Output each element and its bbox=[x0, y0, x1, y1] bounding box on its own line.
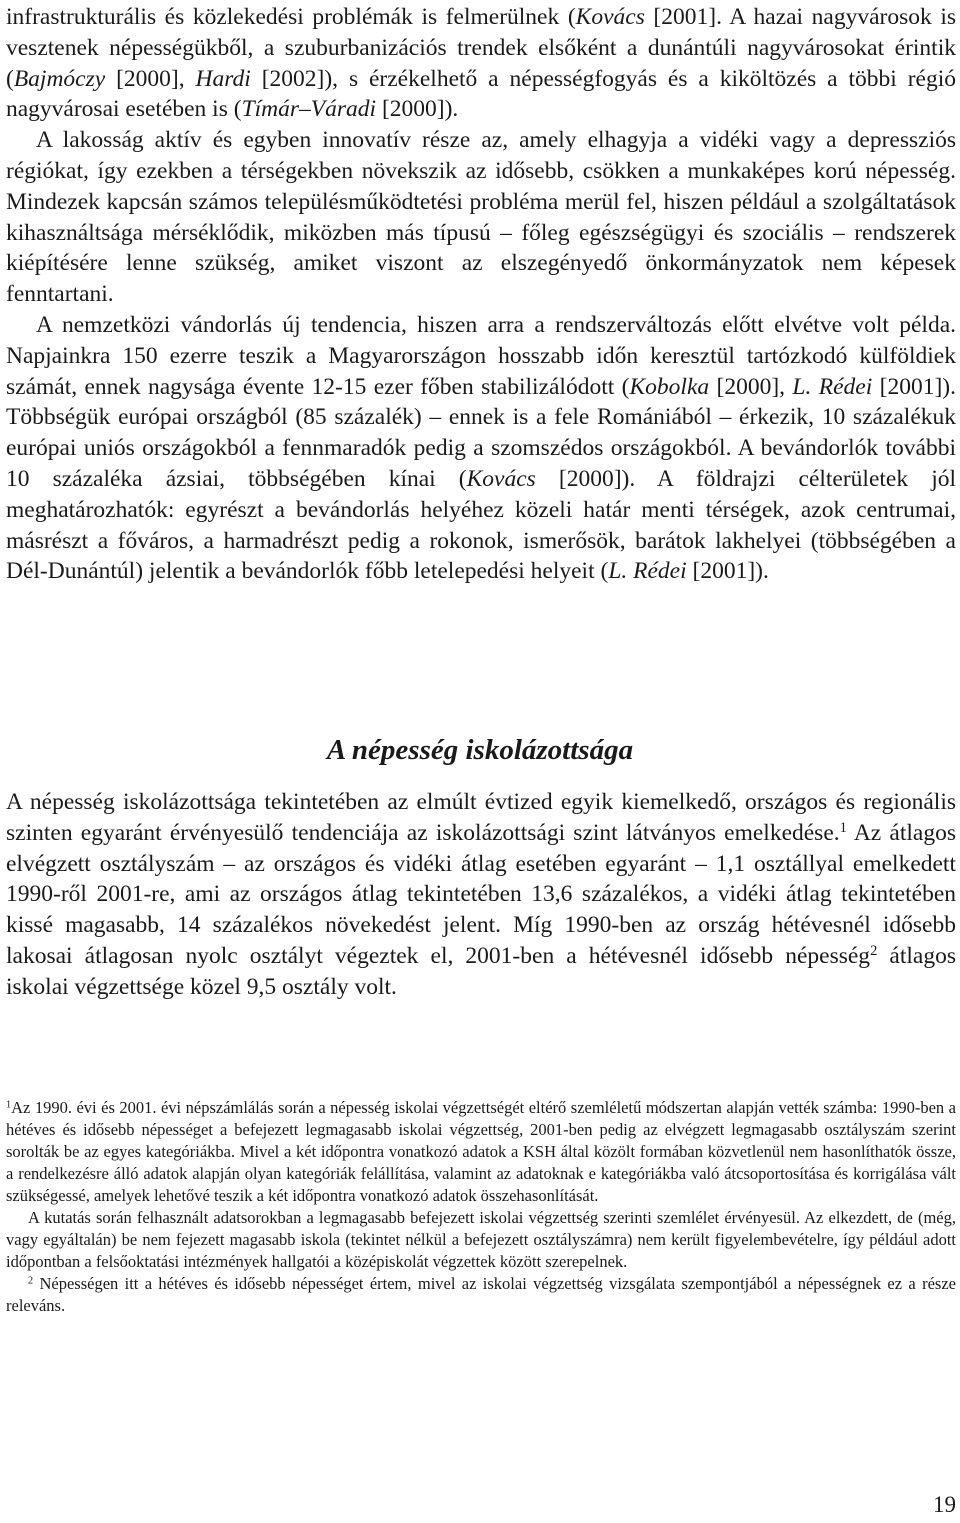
text-span: [2000], bbox=[105, 65, 196, 92]
author-citation: Bajmóczy bbox=[13, 65, 106, 92]
footnote-2 bbox=[6, 1273, 956, 1317]
text-span: átlagos iskolai végzettsége közel 9,5 osztály volt. bbox=[6, 942, 956, 1000]
footnote-1-continuation: A kutatás során felhasznált adatsorokban a legmagasabb befejezett iskolai végzettség szerinti szemlélet érvényesül. Az elkezdett, de (még, vagy egyáltalán) be nem fejezett magasabb iskola (tekintet nélkül a befejezett osztályszámra) nem került figyelembevételre, így például adott időpontban a felsőoktatási intézmények hallgatói a középiskolát végzettek között szerepelnek. bbox=[6, 1208, 956, 1271]
text-span: [2001]. A hazai nagyvárosok is vesztenek népességükből, a szuburbanizációs trendek elsőként a dunántúli nagyvárosokat érintik ( bbox=[6, 4, 957, 92]
author-citation: L. Rédei bbox=[792, 373, 873, 400]
section-heading: A népesség iskolázottsága bbox=[326, 734, 634, 766]
footnote-text: Népességen itt a hétéves és idősebb népességet értem, mivel az iskolai végzettség vizsgálata szempontjából a népességnek ez a része releváns. bbox=[6, 1274, 956, 1315]
text-span: [2000]). A földrajzi célterületek jól meghatározhatók: egyrészt a bevándorlás helyéhez közeli határ menti térségek, azok centrumai, másrészt a főváros, a harmadrészt pedig a rokonok, ismerősök, barátok lakhelyei (többségében a Dél-Dunántúl) jelentik a bevándorlók főbb letelepedési helyeit ( bbox=[6, 465, 957, 585]
paragraph-1 bbox=[6, 2, 956, 125]
paragraph-3 bbox=[6, 310, 956, 587]
text-span: [2001]). bbox=[686, 558, 769, 585]
author-citation: Hardi bbox=[195, 65, 251, 92]
footnote-1 bbox=[6, 1097, 956, 1207]
body-text-top bbox=[6, 2, 956, 587]
footnote-ref-1[interactable]: 1 bbox=[839, 819, 847, 836]
text-span: infrastrukturális és közlekedési problémák is felmerülnek ( bbox=[6, 4, 576, 30]
paragraph-4 bbox=[6, 787, 956, 1003]
author-citation: Kobolka bbox=[629, 373, 710, 400]
author-citation: Tímár–Váradi bbox=[241, 96, 377, 123]
footnotes bbox=[6, 1097, 956, 1317]
text-span: [2001]). Többségük európai országból (85 százalék) – ennek is a fele Romániából – érkezik, 10 százalékuk európai uniós országokból a fennmaradók pedig a szomszédos országokból. A bevándorlók további 10 százaléka ázsiai, többségében kínai ( bbox=[6, 373, 956, 492]
body-text-bottom bbox=[6, 787, 956, 1003]
text-span: [2000], bbox=[709, 373, 793, 400]
page-number: 19 bbox=[933, 1492, 956, 1517]
footnote-marker: 1 bbox=[6, 1099, 12, 1111]
text-span: [2002]), s érzékelhető a népességfogyás és a kiköltözés a többi régió nagyvárosai esetében is ( bbox=[6, 65, 956, 123]
text-span: Az átlagos elvégzett osztályszám – az országos és vidéki átlag esetében egyaránt – 1,1 osztállyal emelkedett 1990-ről 2001-re, ami az országos átlag tekintetében 13,6 százalékos, a vidéki átlag tekintetében kissé magasabb, 14 százalékos növekedést jelent. Míg 1990-ben az ország hétévesnél idősebb lakosai átlagosan nyolc osztályt végeztek el, 2001-ben a hétévesnél idősebb népesség bbox=[6, 819, 956, 969]
text-span: A nemzetközi vándorlás új tendencia, hiszen arra a rendszerváltozás előtt elvétve volt példa. Napjainkra 150 ezerre teszik a Magyarországon hosszabb időn keresztül tartózkodó külföldiek számát, ennek nagysága évente 12-15 ezer főben stabilizálódott ( bbox=[6, 311, 956, 400]
paragraph-2: A lakosság aktív és egyben innovatív része az, amely elhagyja a vidéki vagy a depressziós régiókat, így ezekben a térségekben növekszik az idősebb, csökken a munkaképes korú népesség. Mindezek kapcsán számos településműködtetési probléma merül fel, hiszen például a szolgáltatások kihasználtsága mérséklődik, miközben más típusú – főleg egészségügyi és szociális – rendszerek kiépítésére lenne szükség, amiket viszont az elszegényedő önkormányzatok nem képesek fenntartani. bbox=[6, 127, 956, 308]
author-citation: Kovács bbox=[466, 465, 536, 492]
author-citation: L. Rédei bbox=[608, 558, 687, 585]
text-span: A népesség iskolázottsága tekintetében az elmúlt évtized egyik kiemelkedő, országos és regionális szinten egyaránt érvényesülő tendenciája az iskolázottsági szint látványos emelkedése. bbox=[6, 789, 956, 846]
footnote-text: Az 1990. évi és 2001. évi népszámlálás során a népesség iskolai végzettségét eltérő szemléletű módszertan alapján vették számba: 1990-ben a hétéves és idősebb népességet a befejezett legmagasabb iskolai végzettség, 2001-ben pedig az elvégzett legmagasabb osztályszám szerint sorolták be az egyes kategóriákba. Mivel a két időpontra vonatkozó adatok a KSH által közölt formában közvetlenül nem hasonlíthatók össze, a rendelkezésre álló adatok alapján olyan kategóriák felállítása, valamint az adatoknak e kategóriákba való átcsoportosítása és korrigálása vált szükségessé, amelyek lehetővé teszik a két időpontra vonatkozó adatok összehasonlítását. bbox=[6, 1098, 956, 1205]
author-citation: Kovács bbox=[575, 4, 645, 30]
text-span: [2000]). bbox=[376, 96, 459, 123]
footnote-marker: 2 bbox=[28, 1275, 34, 1287]
footnote-ref-2[interactable]: 2 bbox=[870, 942, 878, 959]
